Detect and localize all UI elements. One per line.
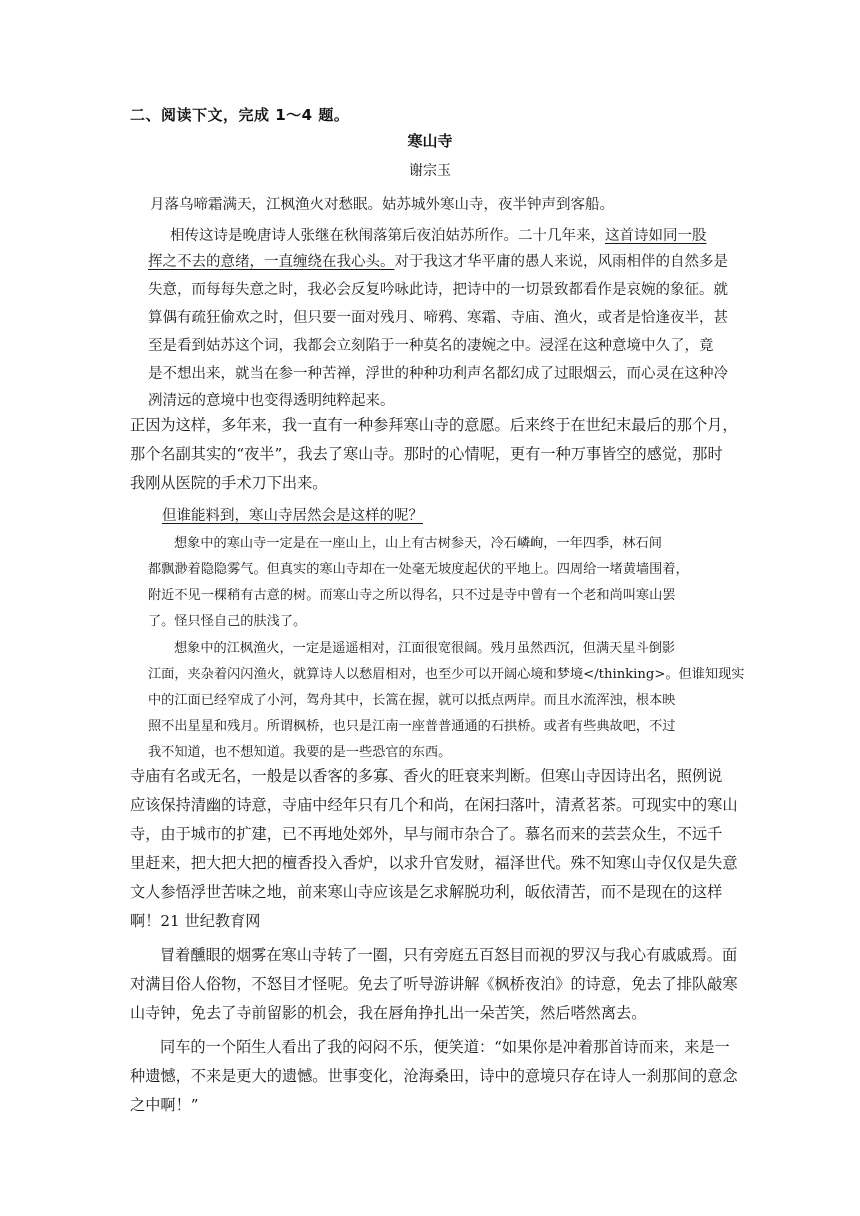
p1-line-6: 是不想出来，就当在参一种苦禅，浮世的种种功利声名都幻成了过眼烟云，而心灵在这种冷 [148, 366, 728, 382]
p1-underlined-phrase-a: 这首诗如同一股 [605, 228, 707, 244]
p3-underlined-question: 但谁能料到，寒山寺居然会是这样的呢？ [162, 508, 423, 524]
p4-line-1: 想象中的寒山寺一定是在一座山上，山上有古树参天，冷石嶙峋，一年四季，林石间 [174, 536, 662, 551]
p6-line-2: 应该保持清幽的诗意，寺庙中经年只有几个和尚，在闲扫落叶，清煮茗茶。可现实中的寒山 [130, 796, 738, 814]
p7-line-2: 对满目俗人俗物，不怒目才怪呢。免去了听导游讲解《枫桥夜泊》的诗意，免去了排队敲寒 [130, 975, 738, 993]
p4-line-3: 附近不见一棵稍有古意的树。而寒山寺之所以得名，只不过是寺中曾有一个老和尚叫寒山罢 [148, 588, 676, 603]
p6-line-3: 寺，由于城市的扩建，已不再地处郊外，早与闹市杂合了。慕名而来的芸芸众生，不远千 [130, 825, 723, 843]
p2-line-2: 那个名副其实的“夜半”，我去了寒山寺。那时的心情呢，更有一种万事皆空的感觉，那时 [130, 445, 723, 463]
p6-line-6: 啊！21 世纪教育网 [130, 912, 261, 930]
p7-line-1: 冒着醺眼的烟雾在寒山寺转了一圈，只有旁庭五百怒目而视的罗汉与我心有戚戚焉。面 [160, 946, 738, 964]
p1-line-1-text: 相传这诗是晚唐诗人张继在秋闱落第后夜泊姑苏所作。二十几年来， [170, 228, 605, 244]
p5-line-5: 我不知道，也不想知道。我要的是一些恐官的东西。 [148, 745, 452, 760]
p7-line-3: 山寺钟，免去了寺前留影的机会，我在唇角挣扎出一朵苦笑，然后嗒然离去。 [130, 1004, 647, 1022]
p4-line-2: 都飘渺着隐隐雾气。但真实的寒山寺却在一处毫无坡度起伏的平地上。四周给一堵黄墙围着， [148, 562, 689, 577]
p2-line-3: 我刚从医院的手术刀下出来。 [130, 474, 328, 492]
p1-line-5: 至是看到姑苏这个词，我都会立刻陷于一种莫名的凄婉之中。浸淫在这种意境中久了，竟 [148, 338, 714, 354]
p1-line-2 [148, 250, 728, 271]
p1-line-4: 算偶有疏狂偷欢之时，但只要一面对残月、啼鸦、寒霜、寺庙、渔火，或者是恰逢夜半，甚 [148, 310, 728, 326]
p2-line-1: 正因为这样，多年来，我一直有一种参拜寒山寺的意愿。后来终于在世纪末最后的那个月， [130, 416, 738, 434]
p6-line-5: 文人参悟浮世苦味之地，前来寒山寺应该是乞求解脱功利，皈依清苦，而不是现在的这样 [130, 883, 723, 901]
p6-line-4: 里赶来，把大把大把的檀香投入香炉，以求升官发财，福泽世代。殊不知寒山寺仅仅是失意 [130, 854, 738, 872]
p8-line-2: 种遗憾，不来是更大的遗憾。世事变化，沧海桑田，诗中的意境只存在诗人一刹那间的意念 [130, 1067, 738, 1085]
p1-line-2-text: 对于我这才华平庸的愚人来说，风雨相伴的自然多是 [394, 254, 728, 270]
p8-line-3: 之中啊！” [130, 1096, 199, 1114]
poem-line: 月落乌啼霜满天，江枫渔火对愁眠。姑苏城外寒山寺，夜半钟声到客船。 [150, 197, 614, 213]
p6-line-1: 寺庙有名或无名，一般是以香客的多寡、香火的旺衰来判断。但寒山寺因诗出名，照例说 [130, 767, 723, 785]
p5-line-1: 想象中的江枫渔火，一定是遥遥相对，江面很宽很阔。残月虽然西沉，但满天星斗倒影 [174, 641, 676, 656]
p5-line-3: 中的江面已经窄成了小河，驾舟其中，长篙在握，就可以抵点两岸。而且水流浑浊，根本映 [148, 693, 676, 708]
article-author: 谢宗玉 [409, 163, 451, 179]
section-heading: 二、阅读下文，完成 1～4 题。 [130, 106, 350, 124]
p8-line-1: 同车的一个陌生人看出了我的闷闷不乐，便笑道：“如果你是冲着那首诗而来，来是一 [160, 1038, 730, 1056]
p5-line-4: 照不出星星和残月。所谓枫桥，也只是江南一座普普通通的石拱桥。或者有些典故吧，不过 [148, 719, 676, 734]
p1-line-7: 冽清远的意境中也变得透明纯粹起来。 [148, 393, 395, 409]
p1-line-1 [170, 224, 707, 245]
article-title: 寒山寺 [407, 132, 453, 150]
p5-line-2: 江面，夹杂着闪闪渔火，就算诗人以愁眉相对，也至少可以开阔心境和梦境</thinking>。但谁知现实 [148, 667, 745, 682]
p4-line-4: 了。怪只怪自己的肤浅了。 [148, 614, 307, 629]
p1-line-3: 失意，而每每失意之时，我必会反复吟咏此诗，把诗中的一切景致都看作是哀婉的象征。就 [148, 282, 728, 298]
p1-underlined-phrase-b: 挥之不去的意绪，一直缠绕在我心头。 [148, 254, 395, 270]
